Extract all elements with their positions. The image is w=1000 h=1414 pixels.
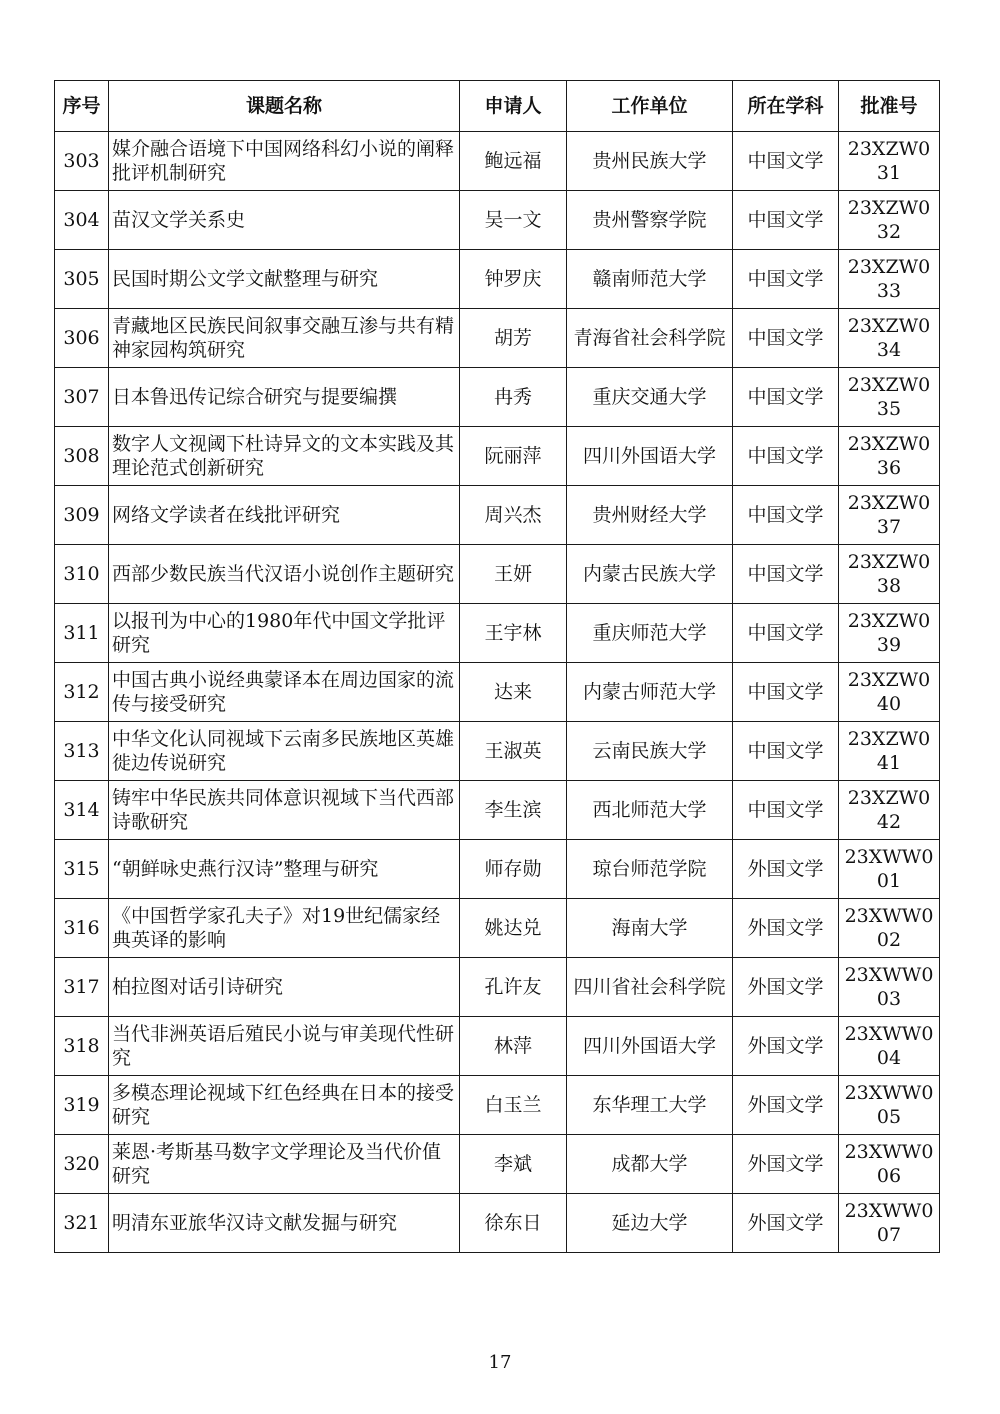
header-applicant: 申请人: [460, 81, 567, 132]
cell-seq: 311: [55, 604, 109, 663]
cell-unit: 贵州民族大学: [567, 132, 733, 191]
project-table: [54, 80, 940, 1253]
page-number: 17: [488, 1352, 512, 1373]
cell-applicant: 达来: [460, 663, 567, 722]
cell-applicant: 孔许友: [460, 958, 567, 1017]
cell-subject: 中国文学: [733, 427, 839, 486]
cell-code: 23XWW006: [839, 1135, 940, 1194]
cell-applicant: 钟罗庆: [460, 250, 567, 309]
table-row: [55, 1194, 940, 1253]
cell-title: 铸牢中华民族共同体意识视域下当代西部诗歌研究: [109, 781, 460, 840]
cell-unit: 琼台师范学院: [567, 840, 733, 899]
cell-subject: 外国文学: [733, 958, 839, 1017]
cell-title: 民国时期公文学文献整理与研究: [109, 250, 460, 309]
cell-code: 23XZW037: [839, 486, 940, 545]
cell-applicant: 王妍: [460, 545, 567, 604]
cell-applicant: 鲍远福: [460, 132, 567, 191]
table-row: [55, 781, 940, 840]
cell-code: 23XZW033: [839, 250, 940, 309]
cell-title: 柏拉图对话引诗研究: [109, 958, 460, 1017]
cell-subject: 中国文学: [733, 309, 839, 368]
cell-code: 23XZW035: [839, 368, 940, 427]
cell-subject: 外国文学: [733, 1076, 839, 1135]
cell-subject: 中国文学: [733, 722, 839, 781]
cell-unit: 海南大学: [567, 899, 733, 958]
table-row: [55, 191, 940, 250]
table-row: [55, 663, 940, 722]
cell-code: 23XWW005: [839, 1076, 940, 1135]
header-title: 课题名称: [109, 81, 460, 132]
cell-code: 23XWW002: [839, 899, 940, 958]
cell-applicant: 姚达兑: [460, 899, 567, 958]
table-row: [55, 899, 940, 958]
cell-seq: 308: [55, 427, 109, 486]
table-row: [55, 132, 940, 191]
table-row: [55, 427, 940, 486]
cell-applicant: 李斌: [460, 1135, 567, 1194]
cell-title: 网络文学读者在线批评研究: [109, 486, 460, 545]
cell-code: 23XWW003: [839, 958, 940, 1017]
cell-title: 苗汉文学关系史: [109, 191, 460, 250]
table-row: [55, 250, 940, 309]
cell-applicant: 李生滨: [460, 781, 567, 840]
cell-code: 23XZW034: [839, 309, 940, 368]
cell-title: 莱恩·考斯基马数字文学理论及当代价值研究: [109, 1135, 460, 1194]
cell-code: 23XZW040: [839, 663, 940, 722]
cell-seq: 303: [55, 132, 109, 191]
cell-subject: 中国文学: [733, 250, 839, 309]
cell-unit: 贵州警察学院: [567, 191, 733, 250]
cell-title: 明清东亚旅华汉诗文献发掘与研究: [109, 1194, 460, 1253]
cell-seq: 313: [55, 722, 109, 781]
cell-code: 23XWW004: [839, 1017, 940, 1076]
cell-unit: 内蒙古师范大学: [567, 663, 733, 722]
cell-seq: 307: [55, 368, 109, 427]
cell-unit: 四川省社会科学院: [567, 958, 733, 1017]
cell-code: 23XZW038: [839, 545, 940, 604]
table-row: [55, 722, 940, 781]
cell-unit: 青海省社会科学院: [567, 309, 733, 368]
cell-seq: 304: [55, 191, 109, 250]
cell-seq: 321: [55, 1194, 109, 1253]
cell-title: 青藏地区民族民间叙事交融互渗与共有精神家园构筑研究: [109, 309, 460, 368]
cell-unit: 四川外国语大学: [567, 427, 733, 486]
cell-title: 《中国哲学家孔夫子》对19世纪儒家经典英译的影响: [109, 899, 460, 958]
cell-code: 23XZW031: [839, 132, 940, 191]
cell-applicant: 林萍: [460, 1017, 567, 1076]
cell-seq: 315: [55, 840, 109, 899]
cell-seq: 316: [55, 899, 109, 958]
table-row: [55, 840, 940, 899]
cell-subject: 外国文学: [733, 1194, 839, 1253]
cell-unit: 重庆师范大学: [567, 604, 733, 663]
cell-subject: 外国文学: [733, 840, 839, 899]
cell-unit: 四川外国语大学: [567, 1017, 733, 1076]
cell-code: 23XZW042: [839, 781, 940, 840]
cell-seq: 309: [55, 486, 109, 545]
cell-unit: 延边大学: [567, 1194, 733, 1253]
cell-seq: 312: [55, 663, 109, 722]
table-row: [55, 486, 940, 545]
cell-applicant: 胡芳: [460, 309, 567, 368]
table-body: [55, 132, 940, 1253]
cell-subject: 中国文学: [733, 604, 839, 663]
cell-seq: 314: [55, 781, 109, 840]
cell-subject: 外国文学: [733, 1017, 839, 1076]
table-row: [55, 545, 940, 604]
table-row: [55, 1017, 940, 1076]
cell-code: 23XZW032: [839, 191, 940, 250]
cell-subject: 外国文学: [733, 899, 839, 958]
cell-code: 23XWW007: [839, 1194, 940, 1253]
cell-seq: 317: [55, 958, 109, 1017]
cell-unit: 贵州财经大学: [567, 486, 733, 545]
table-row: [55, 1076, 940, 1135]
cell-title: 数字人文视阈下杜诗异文的文本实践及其理论范式创新研究: [109, 427, 460, 486]
table-row: [55, 368, 940, 427]
cell-seq: 310: [55, 545, 109, 604]
cell-title: 中国古典小说经典蒙译本在周边国家的流传与接受研究: [109, 663, 460, 722]
cell-seq: 305: [55, 250, 109, 309]
cell-title: 当代非洲英语后殖民小说与审美现代性研究: [109, 1017, 460, 1076]
cell-unit: 重庆交通大学: [567, 368, 733, 427]
cell-applicant: 王宇林: [460, 604, 567, 663]
cell-title: 西部少数民族当代汉语小说创作主题研究: [109, 545, 460, 604]
cell-seq: 306: [55, 309, 109, 368]
cell-subject: 中国文学: [733, 486, 839, 545]
cell-unit: 云南民族大学: [567, 722, 733, 781]
cell-seq: 318: [55, 1017, 109, 1076]
cell-title: 多模态理论视域下红色经典在日本的接受研究: [109, 1076, 460, 1135]
cell-applicant: 白玉兰: [460, 1076, 567, 1135]
cell-applicant: 阮丽萍: [460, 427, 567, 486]
cell-unit: 西北师范大学: [567, 781, 733, 840]
cell-title: 中华文化认同视域下云南多民族地区英雄徙边传说研究: [109, 722, 460, 781]
table-row: [55, 958, 940, 1017]
header-subject: 所在学科: [733, 81, 839, 132]
cell-applicant: 吴一文: [460, 191, 567, 250]
cell-applicant: 冉秀: [460, 368, 567, 427]
cell-unit: 赣南师范大学: [567, 250, 733, 309]
table-row: [55, 604, 940, 663]
cell-subject: 外国文学: [733, 1135, 839, 1194]
header-seq: 序号: [55, 81, 109, 132]
cell-seq: 320: [55, 1135, 109, 1194]
cell-subject: 中国文学: [733, 191, 839, 250]
cell-subject: 中国文学: [733, 368, 839, 427]
table-row: [55, 309, 940, 368]
table-row: [55, 1135, 940, 1194]
cell-unit: 内蒙古民族大学: [567, 545, 733, 604]
header-row: [55, 81, 940, 132]
cell-code: 23XZW041: [839, 722, 940, 781]
cell-code: 23XZW039: [839, 604, 940, 663]
cell-applicant: 徐东日: [460, 1194, 567, 1253]
cell-applicant: 王淑英: [460, 722, 567, 781]
cell-applicant: 师存勋: [460, 840, 567, 899]
cell-code: 23XWW001: [839, 840, 940, 899]
cell-title: “朝鲜咏史燕行汉诗”整理与研究: [109, 840, 460, 899]
cell-code: 23XZW036: [839, 427, 940, 486]
cell-title: 媒介融合语境下中国网络科幻小说的阐释批评机制研究: [109, 132, 460, 191]
cell-title: 以报刊为中心的1980年代中国文学批评研究: [109, 604, 460, 663]
header-unit: 工作单位: [567, 81, 733, 132]
cell-unit: 成都大学: [567, 1135, 733, 1194]
cell-title: 日本鲁迅传记综合研究与提要编撰: [109, 368, 460, 427]
cell-applicant: 周兴杰: [460, 486, 567, 545]
cell-subject: 中国文学: [733, 781, 839, 840]
cell-unit: 东华理工大学: [567, 1076, 733, 1135]
cell-subject: 中国文学: [733, 663, 839, 722]
cell-seq: 319: [55, 1076, 109, 1135]
header-code: 批准号: [839, 81, 940, 132]
cell-subject: 中国文学: [733, 545, 839, 604]
cell-subject: 中国文学: [733, 132, 839, 191]
